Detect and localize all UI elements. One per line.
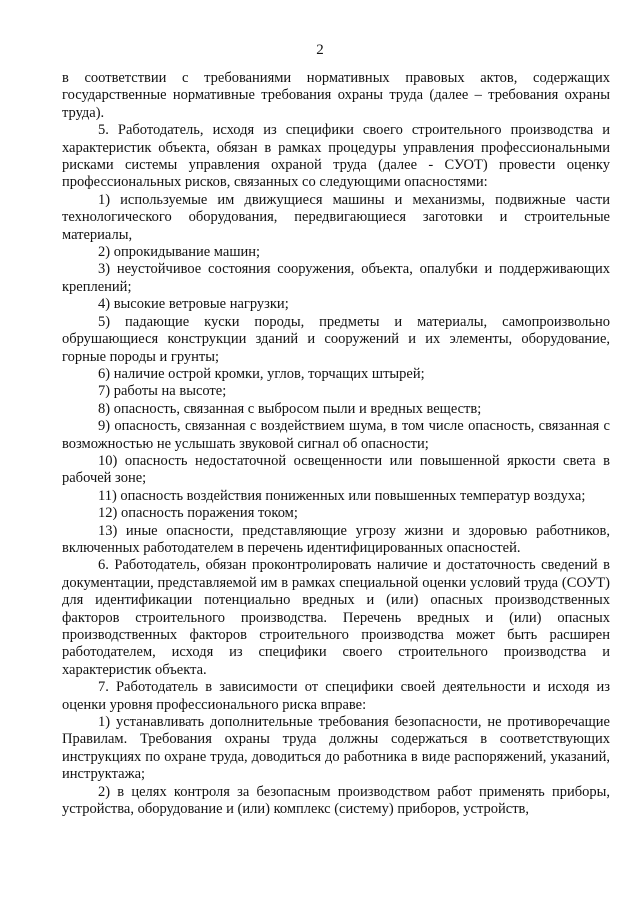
list-item: 3) неустойчивое состояния сооружения, объекта, опалубки и поддерживающих креплений;: [62, 261, 610, 295]
list-item: 1) устанавливать дополнительные требования безопасности, не противоречащие Правилам. Требования охраны труда должны содержаться в соответствующих инструкциях по охране труда, доводиться до работника в виде распоряжений, указаний, инструктажа;: [62, 714, 610, 783]
list-item: 10) опасность недостаточной освещенности или повышенной яркости света в рабочей зоне;: [62, 452, 610, 487]
list-item: 11) опасность воздействия пониженных или повышенных температур воздуха;: [98, 487, 586, 504]
list-item: 8) опасность, связанная с выбросом пыли и вредных веществ;: [98, 400, 482, 417]
paragraph: 6. Работодатель, обязан проконтролировать наличие и достаточность сведений в документации, представляемой им в рамках специальной оценки условий труда (СОУТ) для идентификации потенциально вредных и (или) опасных производственных факторов строительного производства. Перечень вредных и (или) опасных производственных факторов строительного производства может быть расширен работодателем, исходя из специфики своего строительного производства и характеристик объекта.: [62, 557, 610, 678]
list-item: 7) работы на высоте;: [98, 383, 227, 400]
list-item: 2) опрокидывание машин;: [98, 244, 261, 261]
list-item: 2) в целях контроля за безопасным производством работ применять приборы, устройства, оборудование и (или) комплекс (систему) приборов, устройств,: [62, 783, 610, 818]
list-item: 9) опасность, связанная с воздействием шума, в том числе опасность, связанная с возможностью не услышать звуковой сигнал об опасности;: [62, 418, 610, 452]
list-item: 4) высокие ветровые нагрузки;: [98, 296, 289, 313]
list-item: 6) наличие острой кромки, углов, торчащих штырей;: [98, 365, 425, 382]
list-item: 1) используемые им движущиеся машины и механизмы, подвижные части технологического оборудования, передвигающиеся заготовки и строительные материалы,: [62, 191, 610, 243]
page-number: 2: [316, 42, 324, 58]
paragraph: 7. Работодатель в зависимости от специфики своей деятельности и исходя из оценки уровня профессионального риска вправе:: [62, 679, 610, 713]
paragraph: 5. Работодатель, исходя из специфики своего строительного производства и характеристик объекта, обязан в рамках процедуры управления профессиональными рисками системы управления охраной труда (далее - СУОТ) провести оценку профессиональных рисков, связанных со следующими опасностями:: [62, 122, 610, 191]
list-item: 12) опасность поражения током;: [98, 505, 298, 522]
list-item: 5) падающие куски породы, предметы и материалы, самопроизвольно обрушающиеся конструкции зданий и сооружений и их элементы, оборудование, горные породы и грунты;: [62, 313, 610, 365]
list-item: 13) иные опасности, представляющие угрозу жизни и здоровью работников, включенных работодателем в перечень идентифицированных опасностей.: [62, 522, 610, 556]
paragraph: в соответствии с требованиями нормативных правовых актов, содержащих государственные нормативные требования охраны труда (далее – требования охраны труда).: [62, 70, 610, 121]
document-body: [62, 70, 610, 818]
